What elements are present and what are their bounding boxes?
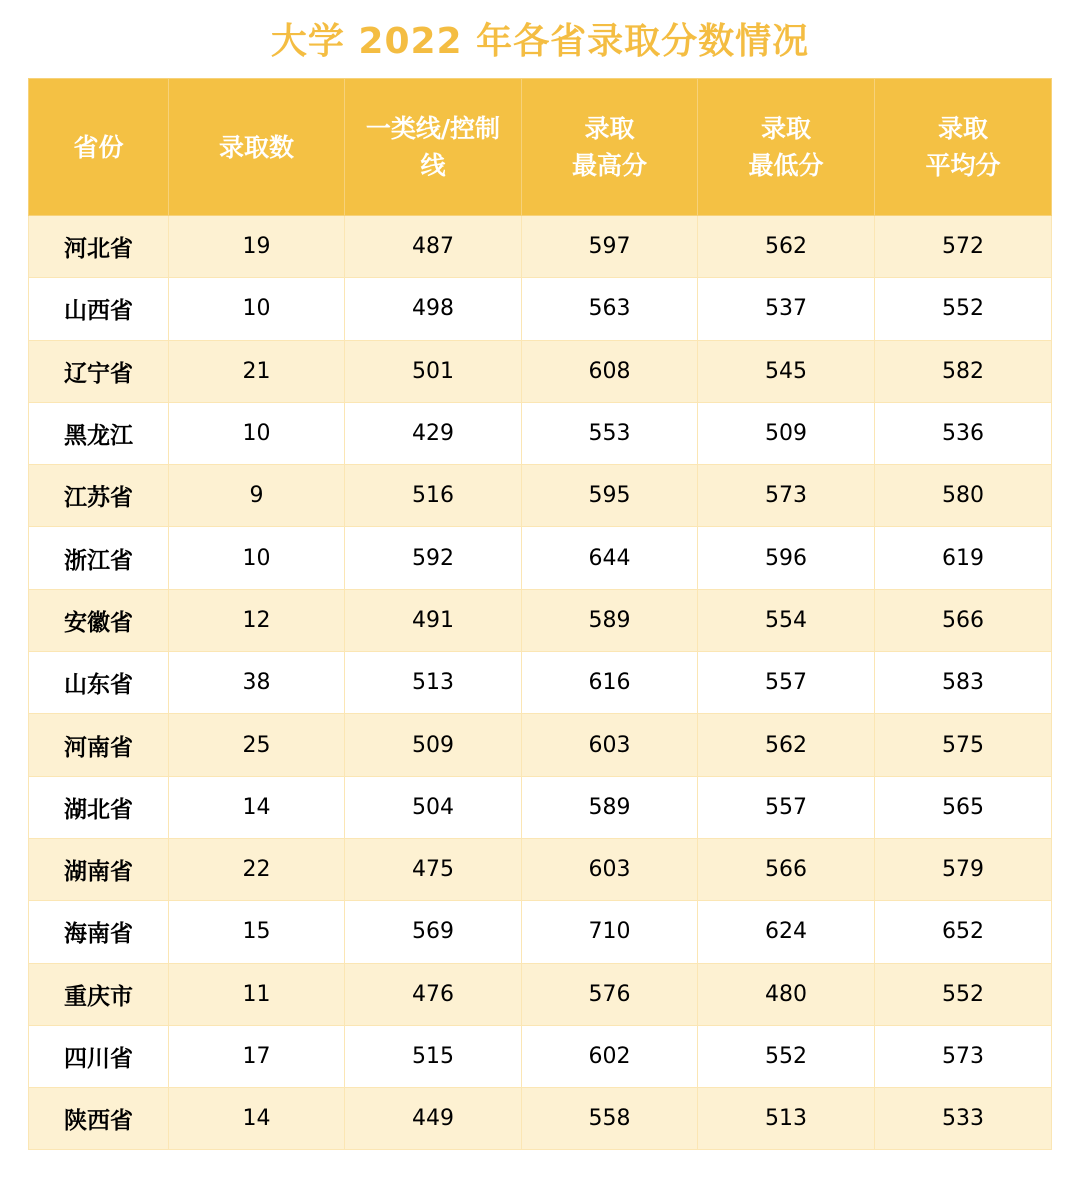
control-line-cell: 449 <box>345 1088 522 1150</box>
min-score-cell: 509 <box>698 402 875 464</box>
control-line-cell: 487 <box>345 216 522 278</box>
control-line-cell: 501 <box>345 340 522 402</box>
avg-score-cell: 565 <box>875 776 1052 838</box>
province-cell: 河南省 <box>29 714 169 776</box>
admitted-count-cell: 21 <box>169 340 345 402</box>
province-cell: 黑龙江 <box>29 402 169 464</box>
max-score-cell: 603 <box>522 714 698 776</box>
control-line-cell: 429 <box>345 402 522 464</box>
admission-score-table <box>28 78 1052 1150</box>
header-min-score-label-1: 录取 <box>760 114 811 143</box>
control-line-cell: 504 <box>345 776 522 838</box>
max-score-cell: 563 <box>522 278 698 340</box>
province-cell: 四川省 <box>29 1025 169 1087</box>
province-cell: 湖北省 <box>29 776 169 838</box>
avg-score-cell: 582 <box>875 340 1052 402</box>
admitted-count-cell: 9 <box>169 465 345 527</box>
table-row <box>29 963 1052 1025</box>
min-score-cell: 562 <box>698 216 875 278</box>
header-control-line-label-1: 一类线/控制 <box>365 114 501 143</box>
control-line-cell: 515 <box>345 1025 522 1087</box>
min-score-cell: 480 <box>698 963 875 1025</box>
province-cell: 浙江省 <box>29 527 169 589</box>
admitted-count-cell: 25 <box>169 714 345 776</box>
avg-score-cell: 572 <box>875 216 1052 278</box>
control-line-cell: 475 <box>345 838 522 900</box>
control-line-cell: 513 <box>345 652 522 714</box>
province-cell: 湖南省 <box>29 838 169 900</box>
min-score-cell: 554 <box>698 589 875 651</box>
table-body <box>29 216 1052 1150</box>
min-score-cell: 562 <box>698 714 875 776</box>
table-row <box>29 527 1052 589</box>
min-score-cell: 596 <box>698 527 875 589</box>
min-score-cell: 513 <box>698 1088 875 1150</box>
avg-score-cell: 619 <box>875 527 1052 589</box>
avg-score-cell: 580 <box>875 465 1052 527</box>
min-score-cell: 557 <box>698 776 875 838</box>
min-score-cell: 545 <box>698 340 875 402</box>
control-line-cell: 476 <box>345 963 522 1025</box>
avg-score-cell: 579 <box>875 838 1052 900</box>
province-cell: 安徽省 <box>29 589 169 651</box>
header-control-line-label-2: 线 <box>420 151 446 180</box>
control-line-cell: 592 <box>345 527 522 589</box>
min-score-cell: 537 <box>698 278 875 340</box>
admitted-count-cell: 12 <box>169 589 345 651</box>
header-avg-score <box>875 79 1052 216</box>
admitted-count-cell: 38 <box>169 652 345 714</box>
max-score-cell: 589 <box>522 589 698 651</box>
table-row <box>29 216 1052 278</box>
min-score-cell: 557 <box>698 652 875 714</box>
min-score-cell: 624 <box>698 901 875 963</box>
min-score-cell: 573 <box>698 465 875 527</box>
province-cell: 陕西省 <box>29 1088 169 1150</box>
max-score-cell: 602 <box>522 1025 698 1087</box>
max-score-cell: 553 <box>522 402 698 464</box>
province-cell: 重庆市 <box>29 963 169 1025</box>
table-row <box>29 589 1052 651</box>
admitted-count-cell: 11 <box>169 963 345 1025</box>
control-line-cell: 569 <box>345 901 522 963</box>
province-cell: 海南省 <box>29 901 169 963</box>
province-cell: 江苏省 <box>29 465 169 527</box>
table-row <box>29 838 1052 900</box>
header-admitted-count-label: 录取数 <box>218 132 294 162</box>
avg-score-cell: 652 <box>875 901 1052 963</box>
control-line-cell: 491 <box>345 589 522 651</box>
header-min-score <box>698 79 875 216</box>
table-row <box>29 1088 1052 1150</box>
table-row <box>29 1025 1052 1087</box>
table-row <box>29 776 1052 838</box>
header-avg-score-label-1: 录取 <box>937 114 988 143</box>
min-score-cell: 566 <box>698 838 875 900</box>
min-score-cell: 552 <box>698 1025 875 1087</box>
control-line-cell: 509 <box>345 714 522 776</box>
admitted-count-cell: 14 <box>169 1088 345 1150</box>
admitted-count-cell: 10 <box>169 402 345 464</box>
avg-score-cell: 552 <box>875 278 1052 340</box>
admitted-count-cell: 10 <box>169 527 345 589</box>
max-score-cell: 644 <box>522 527 698 589</box>
table-row <box>29 340 1052 402</box>
table-header <box>29 79 1052 216</box>
table-row <box>29 901 1052 963</box>
avg-score-cell: 583 <box>875 652 1052 714</box>
max-score-cell: 616 <box>522 652 698 714</box>
table-row <box>29 652 1052 714</box>
page-title: 大学 2022 年各省录取分数情况 <box>270 21 810 62</box>
header-province-label: 省份 <box>73 132 124 162</box>
header-row <box>29 79 1052 216</box>
table-row <box>29 714 1052 776</box>
header-max-score <box>522 79 698 216</box>
control-line-cell: 498 <box>345 278 522 340</box>
header-province <box>29 79 169 216</box>
admitted-count-cell: 19 <box>169 216 345 278</box>
province-cell: 河北省 <box>29 216 169 278</box>
admitted-count-cell: 10 <box>169 278 345 340</box>
avg-score-cell: 536 <box>875 402 1052 464</box>
max-score-cell: 576 <box>522 963 698 1025</box>
header-max-score-label-2: 最高分 <box>571 151 647 180</box>
avg-score-cell: 573 <box>875 1025 1052 1087</box>
control-line-cell: 516 <box>345 465 522 527</box>
avg-score-cell: 552 <box>875 963 1052 1025</box>
header-admitted-count <box>169 79 345 216</box>
table-row <box>29 278 1052 340</box>
table-row <box>29 402 1052 464</box>
max-score-cell: 710 <box>522 901 698 963</box>
province-cell: 山东省 <box>29 652 169 714</box>
avg-score-cell: 566 <box>875 589 1052 651</box>
avg-score-cell: 533 <box>875 1088 1052 1150</box>
header-max-score-label-1: 录取 <box>584 114 635 143</box>
admitted-count-cell: 14 <box>169 776 345 838</box>
max-score-cell: 603 <box>522 838 698 900</box>
table-row <box>29 465 1052 527</box>
admitted-count-cell: 22 <box>169 838 345 900</box>
max-score-cell: 597 <box>522 216 698 278</box>
admitted-count-cell: 17 <box>169 1025 345 1087</box>
max-score-cell: 608 <box>522 340 698 402</box>
max-score-cell: 589 <box>522 776 698 838</box>
avg-score-cell: 575 <box>875 714 1052 776</box>
admitted-count-cell: 15 <box>169 901 345 963</box>
province-cell: 山西省 <box>29 278 169 340</box>
max-score-cell: 558 <box>522 1088 698 1150</box>
max-score-cell: 595 <box>522 465 698 527</box>
header-min-score-label-2: 最低分 <box>748 151 824 180</box>
province-cell: 辽宁省 <box>29 340 169 402</box>
header-control-line <box>345 79 522 216</box>
header-avg-score-label-2: 平均分 <box>925 151 1001 180</box>
